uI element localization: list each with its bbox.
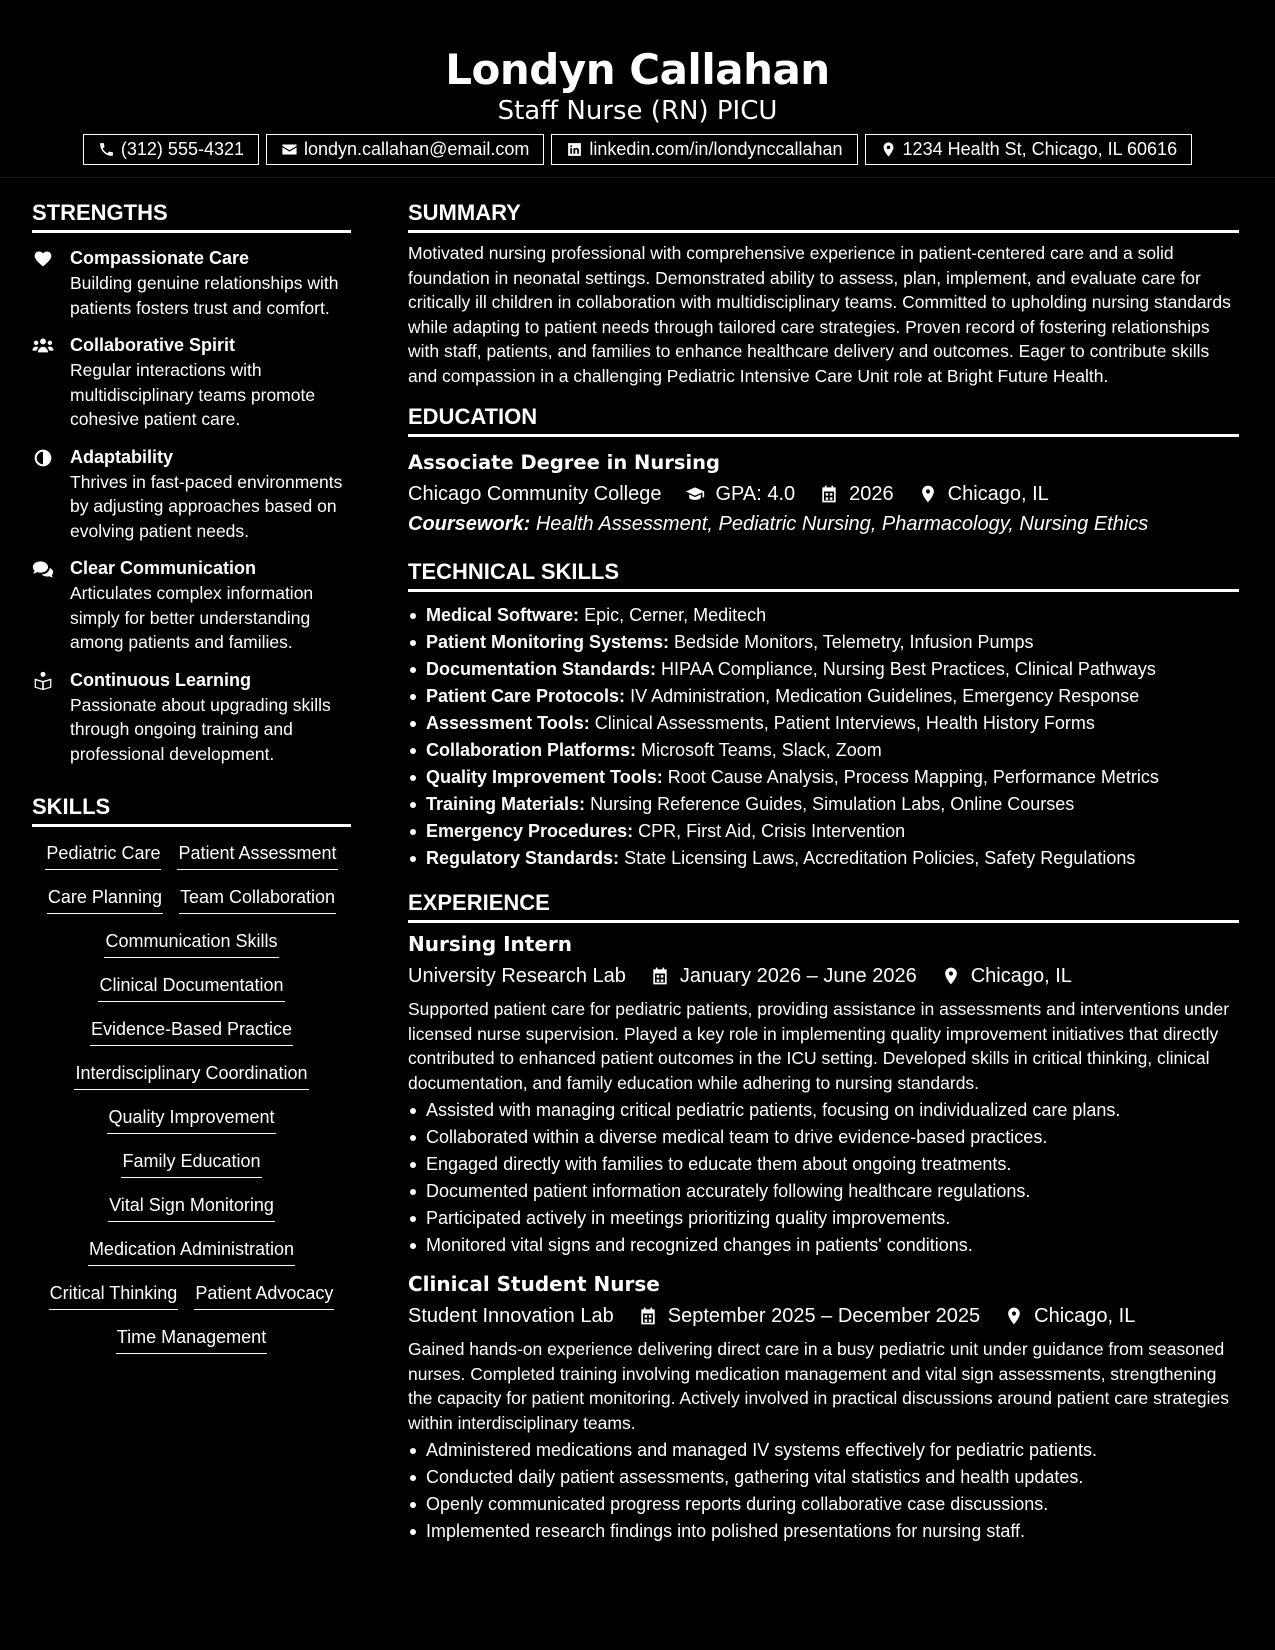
skill-category: Collaboration Platforms:	[426, 740, 637, 760]
calendar-icon	[638, 1306, 658, 1326]
strength-item	[32, 332, 351, 432]
technical-skill-item	[408, 764, 1239, 791]
skill-values: IV Administration, Medication Guidelines, Emergency Response	[630, 686, 1140, 706]
strength-title: Compassionate Care	[70, 248, 250, 268]
calendar-icon	[650, 966, 670, 986]
skill-tag: Interdisciplinary Coordination	[74, 1059, 308, 1090]
strength-title: Adaptability	[70, 446, 174, 467]
education-heading: EDUCATION	[408, 400, 1239, 437]
gpa: GPA: 4.0	[715, 483, 796, 505]
technical-skill-item	[408, 737, 1239, 764]
technical-skill-item	[408, 710, 1239, 737]
technical-skill-item	[408, 602, 1239, 629]
job-dates: January 2026 – June 2026	[679, 965, 917, 987]
graduation-cap-icon	[685, 484, 705, 504]
map-pin-icon	[918, 484, 938, 504]
comments-icon	[32, 559, 54, 579]
skill-category: Patient Care Protocols:	[426, 686, 626, 706]
skill-category: Patient Monitoring Systems:	[426, 632, 670, 652]
skill-tag: Team Collaboration	[179, 883, 336, 914]
degree-title: Associate Degree in Nursing	[408, 451, 720, 474]
skill-tag: Family Education	[121, 1147, 261, 1178]
contact-linkedin[interactable]	[551, 134, 857, 165]
job-org: University Research Lab	[408, 965, 626, 987]
job-entry	[408, 1269, 1239, 1545]
users-icon	[32, 336, 54, 356]
strength-item	[32, 555, 351, 655]
skill-category: Training Materials:	[426, 794, 586, 814]
strength-title: Continuous Learning	[70, 669, 251, 690]
job-org: Student Innovation Lab	[408, 1305, 614, 1327]
education-meta	[408, 479, 1239, 509]
phone-icon	[98, 141, 115, 158]
job-bullet: Assisted with managing critical pediatric patients, focusing on individualized care plans.	[408, 1097, 1239, 1124]
left-column	[32, 196, 351, 1354]
map-pin-icon	[941, 966, 961, 986]
calendar-icon	[819, 484, 839, 504]
job-meta	[408, 961, 1239, 991]
job-bullet: Collaborated within a diverse medical team to drive evidence-based practices.	[408, 1124, 1239, 1151]
technical-skill-item	[408, 845, 1239, 872]
skills-heading: SKILLS	[32, 790, 351, 827]
education-location: Chicago, IL	[947, 483, 1049, 505]
technical-skill-item	[408, 791, 1239, 818]
job-bullet: Administered medications and managed IV systems effectively for pediatric patients.	[408, 1437, 1239, 1464]
adjust-icon	[32, 448, 54, 468]
strength-item	[32, 667, 351, 767]
technical-skill-item	[408, 683, 1239, 710]
summary-text: Motivated nursing professional with comprehensive experience in patient-centered care and a solid foundation in neonatal settings. Demonstrated ability to assess, plan, implement, and evaluate care for critically ill children in collaboration with multidisciplinary teams. Committed to upholding nursing standards while adapting to patient needs through tailored care strategies. Proven record of fostering relationships with staff, patients, and families to enhance healthcare delivery and outcomes. Eager to contribute skills and compassion in a challenging Pediatric Intensive Care Unit role at Bright Future Health.	[408, 243, 1231, 386]
skill-category: Emergency Procedures:	[426, 821, 634, 841]
job-title: Clinical Student Nurse	[408, 1272, 660, 1296]
job-description: Gained hands-on experience delivering direct care in a busy pediatric unit under guidance from seasoned nurses. Completed training involving medication management and vital sign assessments, strengthening the capacity for patient monitoring. Actively involved in practical discussions around patient care strategies within interdisciplinary teams.	[408, 1339, 1229, 1433]
map-pin-icon	[880, 141, 897, 158]
skill-category: Assessment Tools:	[426, 713, 590, 733]
technical-skill-item	[408, 629, 1239, 656]
job-bullet: Participated actively in meetings prioritizing quality improvements.	[408, 1205, 1239, 1232]
skill-tag: Patient Assessment	[177, 839, 337, 870]
envelope-icon	[281, 141, 298, 158]
skills-list	[32, 839, 351, 1354]
skill-tag: Vital Sign Monitoring	[108, 1191, 275, 1222]
strength-item	[32, 245, 351, 320]
school-name: Chicago Community College	[408, 483, 662, 505]
skill-values: Bedside Monitors, Telemetry, Infusion Pumps	[674, 632, 1034, 652]
skill-tag: Medication Administration	[88, 1235, 295, 1266]
skill-values: Clinical Assessments, Patient Interviews, Health History Forms	[594, 713, 1095, 733]
candidate-title: Staff Nurse (RN) PICU	[497, 96, 778, 126]
skill-values: Epic, Cerner, Meditech	[584, 605, 767, 625]
job-meta	[408, 1301, 1239, 1331]
strength-title: Collaborative Spirit	[70, 335, 236, 355]
skill-values: Root Cause Analysis, Process Mapping, Performance Metrics	[667, 767, 1159, 787]
job-location: Chicago, IL	[970, 965, 1072, 987]
strength-desc: Building genuine relationships with patients fosters trust and comfort.	[70, 273, 339, 318]
summary-heading: SUMMARY	[408, 196, 1239, 233]
map-pin-icon	[1004, 1306, 1024, 1326]
strength-item	[32, 444, 351, 544]
heart-icon	[32, 249, 54, 269]
skill-values: HIPAA Compliance, Nursing Best Practices, Clinical Pathways	[661, 659, 1156, 679]
reader-icon	[32, 671, 54, 691]
job-bullet: Documented patient information accurately following healthcare regulations.	[408, 1178, 1239, 1205]
strengths-list	[32, 245, 351, 766]
job-bullet: Openly communicated progress reports during collaborative case discussions.	[408, 1491, 1239, 1518]
coursework-label: Coursework:	[408, 513, 531, 535]
skill-tag: Evidence-Based Practice	[90, 1015, 293, 1046]
skill-tag: Patient Advocacy	[194, 1279, 334, 1310]
strength-title: Clear Communication	[70, 558, 257, 578]
skill-tag: Care Planning	[47, 883, 163, 914]
contact-bar	[0, 134, 1275, 165]
right-column	[408, 196, 1239, 1545]
candidate-name: Londyn Callahan	[445, 45, 830, 94]
skill-category: Regulatory Standards:	[426, 848, 620, 868]
job-title: Nursing Intern	[408, 932, 573, 956]
job-dates: September 2025 – December 2025	[667, 1305, 981, 1327]
skill-category: Documentation Standards:	[426, 659, 657, 679]
contact-phone[interactable]	[83, 134, 259, 165]
job-description: Supported patient care for pediatric patients, providing assistance in assessments and interventions under licensed nurse supervision. Played a key role in implementing quality improvement initiatives that directly contributed to enhanced patient outcomes in the ICU setting. Developed skills in critical thinking, clinical documentation, and family education while adhering to nursing standards.	[408, 999, 1230, 1093]
contact-address[interactable]	[865, 134, 1193, 165]
technical-skills-list	[408, 602, 1239, 872]
strength-desc: Passionate about upgrading skills through ongoing training and professional development.	[70, 694, 331, 764]
skill-tag: Communication Skills	[104, 927, 278, 958]
strengths-heading: STRENGTHS	[32, 196, 351, 233]
address-text: 1234 Health St, Chicago, IL 60616	[902, 139, 1178, 159]
technical-skills-heading: TECHNICAL SKILLS	[408, 555, 1239, 592]
skill-tag: Quality Improvement	[107, 1103, 275, 1134]
skill-values: Nursing Reference Guides, Simulation Labs, Online Courses	[590, 794, 1075, 814]
skill-category: Quality Improvement Tools:	[426, 767, 663, 787]
technical-skill-item	[408, 818, 1239, 845]
linkedin-text: linkedin.com/in/londynccallahan	[589, 139, 843, 159]
phone-text: (312) 555-4321	[120, 139, 244, 159]
strength-desc: Thrives in fast-paced environments by adjusting approaches based on evolving patient needs.	[70, 471, 343, 541]
skill-tag: Critical Thinking	[49, 1279, 179, 1310]
skill-category: Medical Software:	[426, 605, 580, 625]
job-bullet: Conducted daily patient assessments, gathering vital statistics and health updates.	[408, 1464, 1239, 1491]
skill-tag: Pediatric Care	[45, 839, 161, 870]
job-bullet: Implemented research findings into polished presentations for nursing staff.	[408, 1518, 1239, 1545]
job-bullet: Engaged directly with families to educate them about ongoing treatments.	[408, 1151, 1239, 1178]
linkedin-icon	[566, 141, 583, 158]
skill-values: CPR, First Aid, Crisis Intervention	[638, 821, 906, 841]
contact-email[interactable]	[266, 134, 544, 165]
skill-values: State Licensing Laws, Accreditation Policies, Safety Regulations	[624, 848, 1136, 868]
coursework-list: Health Assessment, Pediatric Nursing, Pharmacology, Nursing Ethics	[535, 513, 1149, 535]
job-bullets	[408, 1097, 1239, 1259]
job-bullets	[408, 1437, 1239, 1545]
job-entry	[408, 929, 1239, 1259]
strength-desc: Articulates complex information simply for better understanding among patients and families.	[70, 583, 314, 652]
email-text: londyn.callahan@email.com	[304, 139, 530, 159]
experience-heading: EXPERIENCE	[408, 886, 1239, 923]
resume-header	[0, 0, 1275, 178]
coursework	[408, 509, 1239, 539]
graduation-year: 2026	[849, 483, 894, 505]
skill-tag: Clinical Documentation	[98, 971, 284, 1002]
job-bullet: Monitored vital signs and recognized changes in patients' conditions.	[408, 1232, 1239, 1259]
technical-skill-item	[408, 656, 1239, 683]
job-location: Chicago, IL	[1034, 1305, 1136, 1327]
skill-tag: Time Management	[116, 1323, 267, 1354]
skill-values: Microsoft Teams, Slack, Zoom	[641, 740, 882, 760]
strength-desc: Regular interactions with multidisciplinary teams promote cohesive patient care.	[70, 360, 316, 429]
